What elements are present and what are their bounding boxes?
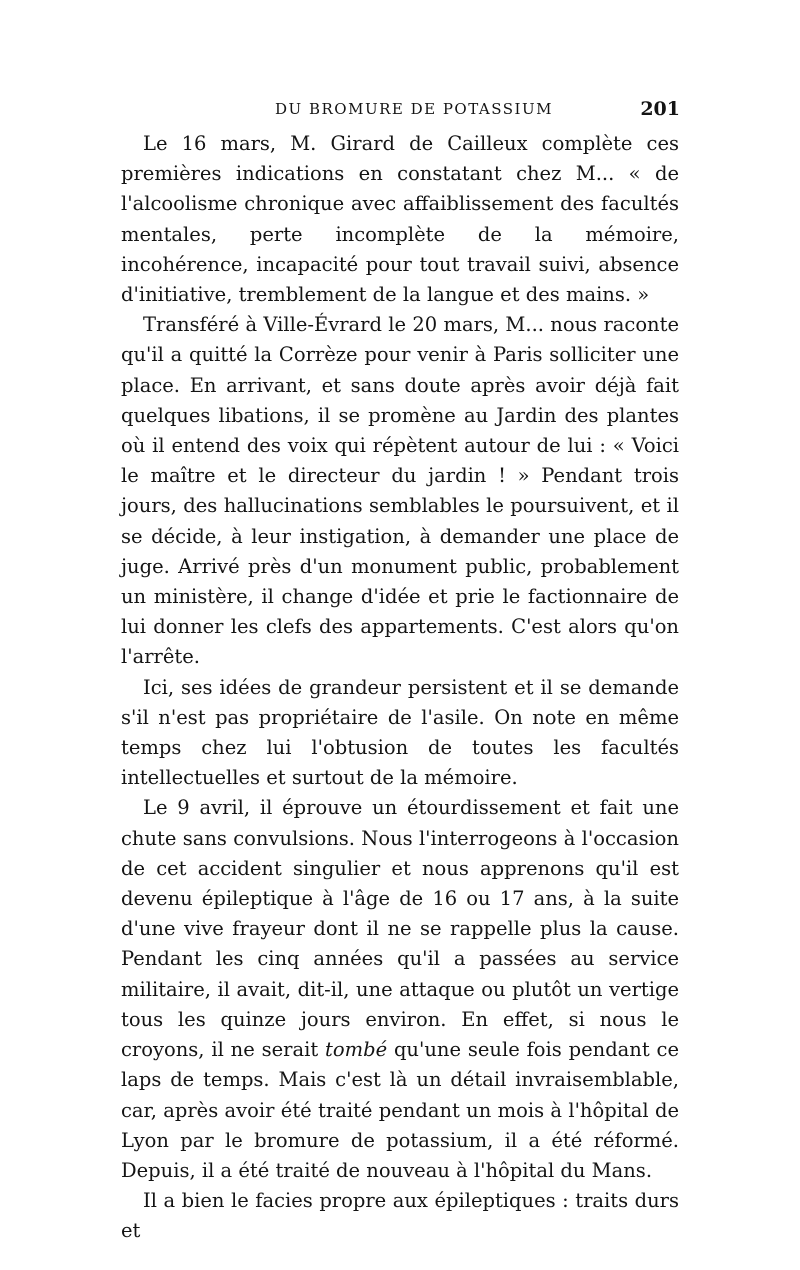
paragraph-4-emphasis: tombé (325, 1038, 388, 1062)
running-head (120, 94, 680, 124)
paragraph-2: Transféré à Ville-Évrard le 20 mars, M... nous raconte qu'il a quitté la Corrèze pour venir à Paris solliciter une place. En arrivant, et sans doute après avoir déjà fait quelques libations, il se promène au Jardin des plantes où il entend des voix qui répètent autour de lui : « Voici le maître et le directeur du jardin ! » Pendant trois jours, des hallucinations semblables le poursuivent, et il se décide, à leur instigation, à demander une place de juge. Arrivé près d'un monument public, probablement un ministère, il change d'idée et prie le factionnaire de lui donner les clefs des appartements. C'est alors qu'on l'arrête. (121, 313, 679, 669)
body-text (121, 129, 679, 1247)
paragraph-1: Le 16 mars, M. Girard de Cailleux complète ces premières indications en constatant chez M... « de l'alcoolisme chronique avec affaiblissement des facultés mentales, perte incomplète de la mémoire, incohérence, incapacité pour tout travail suivi, absence d'initiative, tremblement de la langue et des mains. » (121, 132, 679, 307)
paragraph-4-part-1: Le 9 avril, il éprouve un étourdissement et fait une chute sans convulsions. Nous l'interrogeons à l'occasion de cet accident singulier et nous apprenons qu'il est devenu épileptique à l'âge de 16 ou 17 ans, à la suite d'une vive frayeur dont il ne se rappelle plus la cause. Pendant les cinq années qu'il a passées au service militaire, il avait, dit-il, une attaque ou plutôt un vertige tous les quinze jours environ. En effet, si nous le croyons, il ne serait (121, 796, 679, 1062)
running-title: DU BROMURE DE POTASSIUM (275, 100, 553, 118)
paragraph-4 (121, 793, 679, 1186)
page-number: 201 (640, 98, 680, 120)
paragraph-3: Ici, ses idées de grandeur persistent et il se demande s'il n'est pas propriétaire de l'asile. On note en même temps chez lui l'obtusion de toutes les facultés intellectuelles et surtout de la mémoire. (121, 675, 679, 790)
paragraph-4-part-2: qu'une seule fois pendant ce laps de temps. Mais c'est là un détail invraisemblable, car, après avoir été traité pendant un mois à l'hôpital de Lyon par le bromure de potassium, il a été réformé. Depuis, il a été traité de nouveau à l'hôpital du Mans. (121, 1038, 680, 1182)
paragraph-5: Il a bien le facies propre aux épileptiques : traits durs et (121, 1189, 679, 1243)
